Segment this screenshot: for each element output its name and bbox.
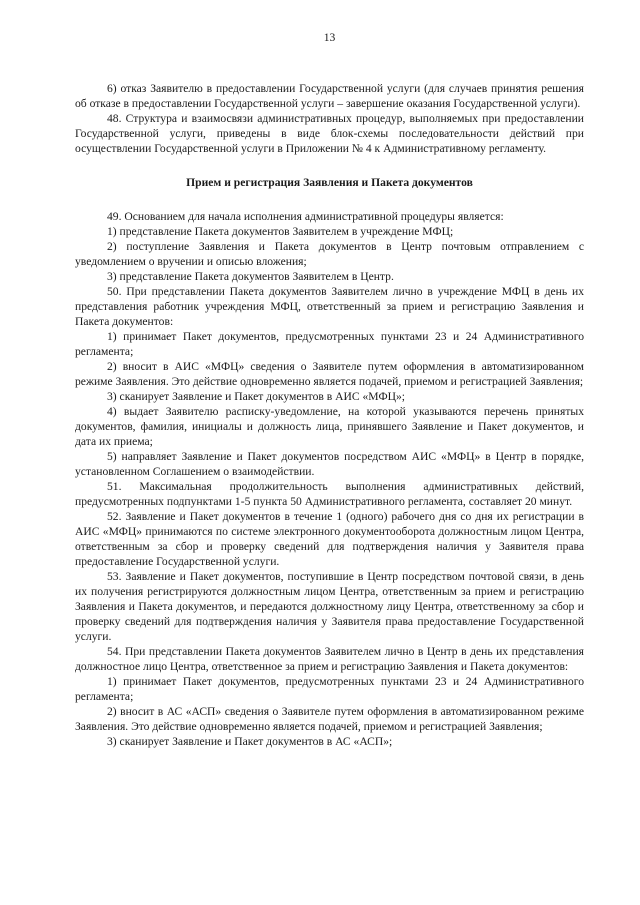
paragraph: 5) направляет Заявление и Пакет документов посредством АИС «МФЦ» в Центр в порядке, установленном Соглашением о взаимодействии. xyxy=(75,450,584,478)
paragraph: 4) выдает Заявителю расписку-уведомление, на которой указываются перечень принятых документов, фамилия, инициалы и должность лица, принявшего Заявление и Пакет документов, и дата их приема; xyxy=(75,405,584,448)
paragraph: 51. Максимальная продолжительность выполнения административных действий, предусмотренных подпунктами 1-5 пункта 50 Административного регламента, составляет 20 минут. xyxy=(75,480,584,508)
paragraph: 1) представление Пакета документов Заявителем в учреждение МФЦ; xyxy=(107,225,454,238)
paragraph: 3) представление Пакета документов Заявителем в Центр. xyxy=(107,270,394,283)
paragraph: 54. При представлении Пакета документов Заявителем лично в Центр в день их представления должностное лицо Центра, ответственное за прием и регистрацию Заявления и Пакета документов: xyxy=(75,645,584,673)
paragraph: 2) вносит в АИС «МФЦ» сведения о Заявителе путем оформления в автоматизированном режиме Заявления. Это действие одновременно является подачей, приемом и регистрацией Заявления; xyxy=(75,360,584,388)
paragraph: 50. При представлении Пакета документов Заявителем лично в учреждение МФЦ в день их представления работник учреждения МФЦ, ответственный за прием и регистрацию Заявления и Пакета документов: xyxy=(75,285,584,328)
paragraph: 1) принимает Пакет документов, предусмотренных пунктами 23 и 24 Административного регламента; xyxy=(75,330,584,358)
paragraph: 6) отказ Заявителю в предоставлении Государственной услуги (для случаев принятия решения об отказе в предоставлении Государственной услуги – завершение оказания Государственной услуги). xyxy=(75,82,584,110)
paragraph: 49. Основанием для начала исполнения административной процедуры является: xyxy=(107,210,504,223)
paragraph: 52. Заявление и Пакет документов в течение 1 (одного) рабочего дня со дня их регистрации в АИС «МФЦ» принимаются по системе электронного документооборота должностным лицом Центра, ответственным за сбор и проверку сведений для подтверждения наличия у Заявителя права предоставление Государственной услуги. xyxy=(75,510,584,568)
paragraph: 53. Заявление и Пакет документов, поступившие в Центр посредством почтовой связи, в день их получения регистрируются должностным лицом Центра, ответственным за прием и регистрацию Заявления и Пакета документов, и передаются должностному лицу Центра, ответственному за сбор и проверку сведений для подтверждения наличия у Заявителя права предоставление Государственной услуги. xyxy=(75,570,584,643)
paragraph: 2) поступление Заявления и Пакета документов в Центр почтовым отправлением с уведомлением о вручении и описью вложения; xyxy=(75,240,584,268)
paragraph: 2) вносит в АС «АСП» сведения о Заявителе путем оформления в автоматизированном режиме Заявления. Это действие одновременно является подачей, приемом и регистрацией Заявления; xyxy=(75,705,584,733)
document-body xyxy=(75,81,584,749)
paragraph: 48. Структура и взаимосвязи административных процедур, выполняемых при предоставлении Государственной услуги, приведены в виде блок-схемы последовательности действий при осуществлении Государственной услуги в Приложении № 4 к Административному регламенту. xyxy=(75,112,584,155)
paragraph: 3) сканирует Заявление и Пакет документов в АИС «МФЦ»; xyxy=(107,390,406,403)
section-heading: Прием и регистрация Заявления и Пакета документов xyxy=(186,176,473,189)
paragraph: 1) принимает Пакет документов, предусмотренных пунктами 23 и 24 Административного регламента; xyxy=(75,675,584,703)
page-number: 13 xyxy=(323,31,336,44)
paragraph: 3) сканирует Заявление и Пакет документов в АС «АСП»; xyxy=(107,735,393,748)
